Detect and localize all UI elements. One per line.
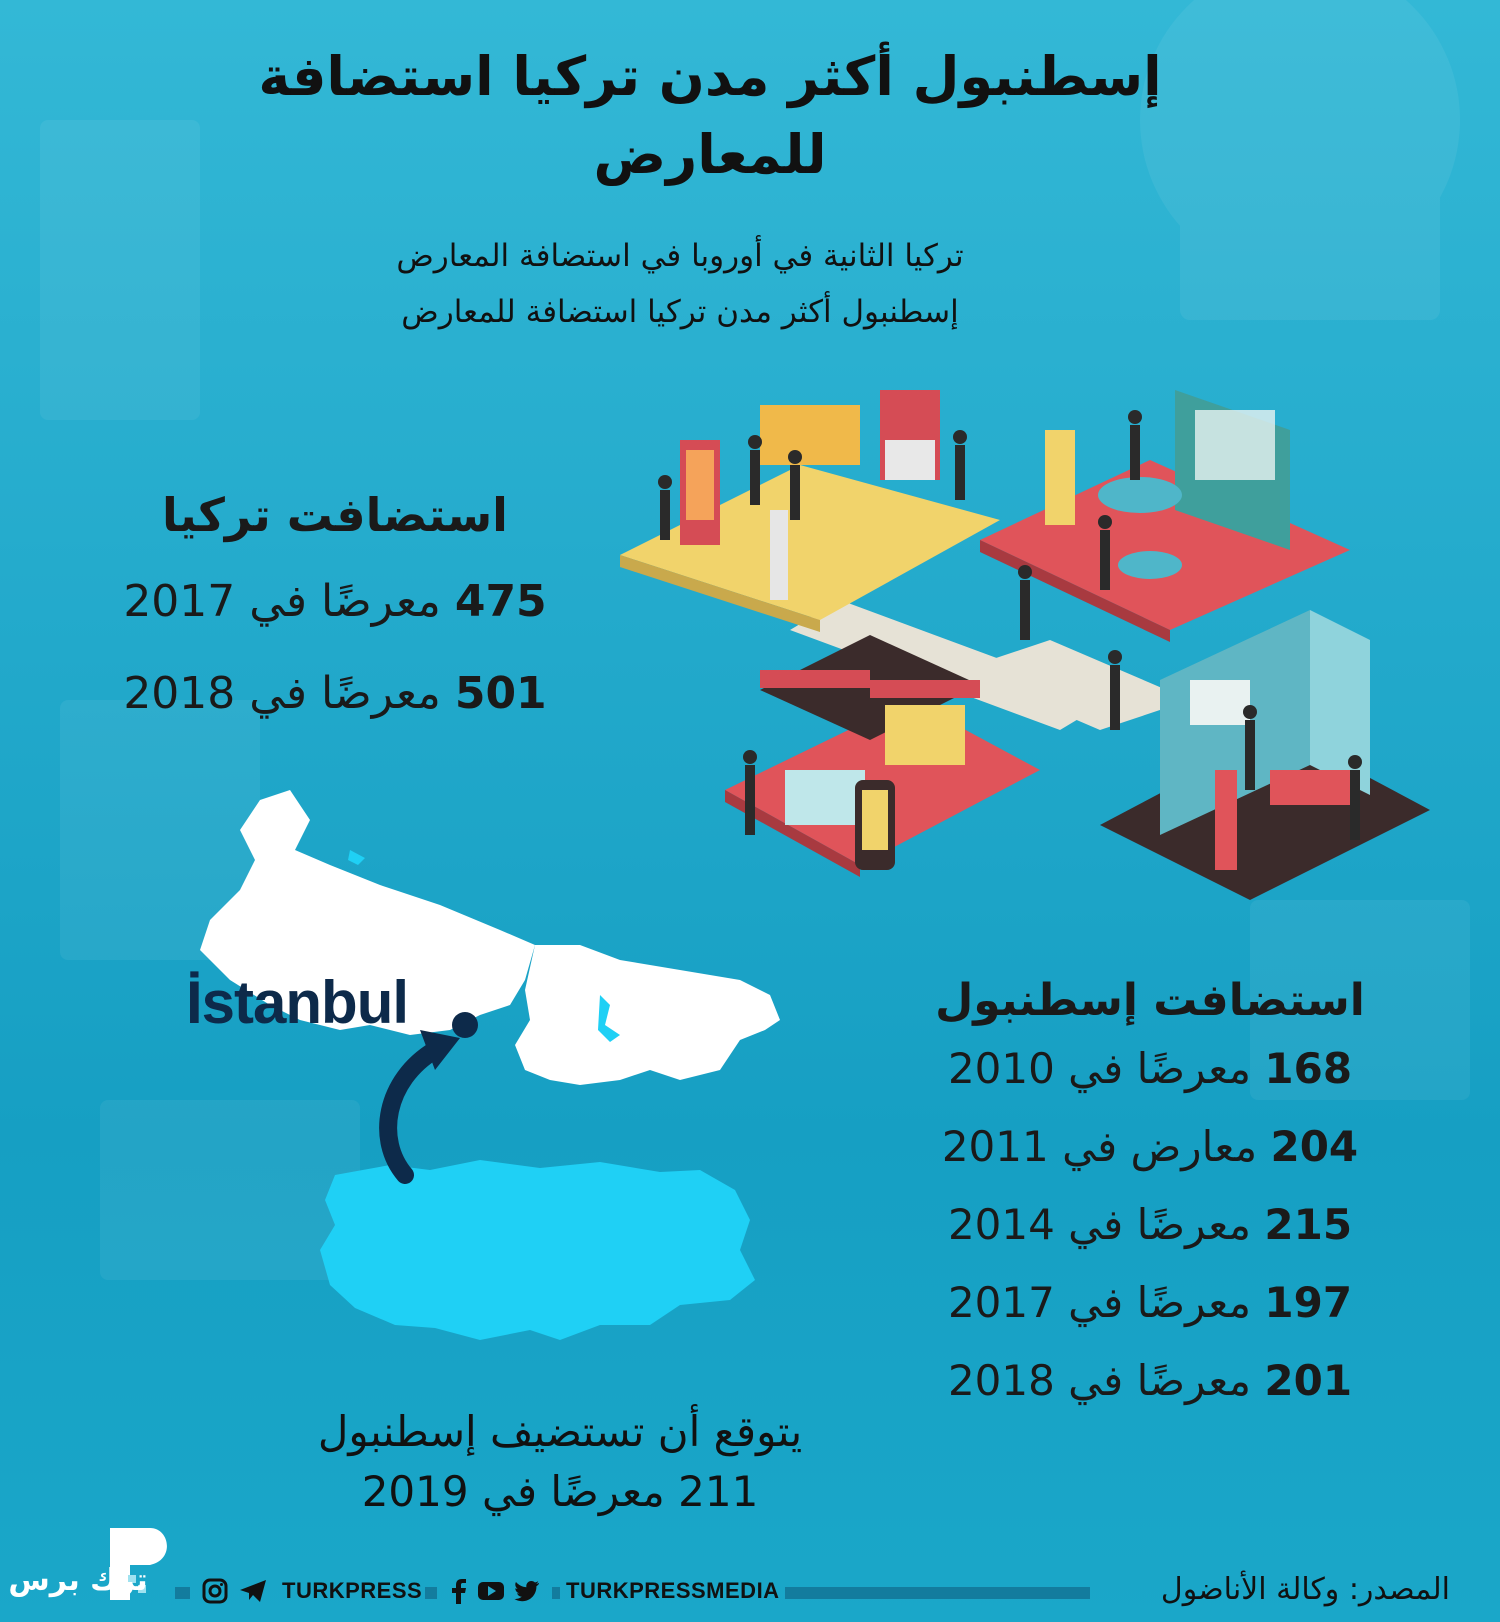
footer xyxy=(0,1562,1500,1622)
footer-divider xyxy=(175,1587,190,1599)
istanbul-location-dot xyxy=(452,1012,478,1038)
stat-count: 168 xyxy=(1264,1044,1353,1093)
istanbul-map-label: İstanbul xyxy=(186,969,409,1036)
turkey-stats xyxy=(70,488,600,740)
istanbul-stat-2018 xyxy=(880,1342,1420,1420)
istanbul-stat-2011 xyxy=(880,1108,1420,1186)
stat-count: 197 xyxy=(1264,1278,1353,1327)
istanbul-stat-2017 xyxy=(880,1264,1420,1342)
prediction-2019 xyxy=(200,1402,920,1522)
stat-text: معرضًا في 2018 xyxy=(123,668,441,719)
footer-divider xyxy=(552,1587,560,1599)
istanbul-turkey-map xyxy=(180,780,820,1400)
stat-text: معرضًا في 2014 xyxy=(947,1200,1252,1249)
page-title: إسطنبول أكثر مدن تركيا استضافة للمعارض xyxy=(258,45,1162,186)
stat-text: معارض في 2011 xyxy=(941,1122,1258,1171)
istanbul-heading: استضافت إسطنبول xyxy=(935,975,1365,1026)
brand-turkpressmedia[interactable]: TURKPRESSMEDIA xyxy=(566,1578,780,1603)
stat-count: 204 xyxy=(1270,1122,1359,1171)
turkey-heading: استضافت تركيا xyxy=(162,488,508,542)
facebook-icon[interactable] xyxy=(444,1576,474,1606)
instagram-icon[interactable] xyxy=(200,1576,230,1606)
logo-text: ترك برس xyxy=(8,1563,148,1598)
stat-count: 501 xyxy=(454,668,547,719)
istanbul-stats xyxy=(880,975,1420,1420)
stat-count: 215 xyxy=(1264,1200,1353,1249)
subtitle-line-2: إسطنبول أكثر مدن تركيا استضافة للمعارض xyxy=(401,294,959,330)
footer-divider xyxy=(785,1587,1090,1599)
youtube-icon[interactable] xyxy=(476,1576,506,1606)
subtitle-line-1: تركيا الثانية في أوروبا في استضافة المعارض xyxy=(396,238,964,274)
footer-divider xyxy=(425,1587,437,1599)
prediction-line-2: 211 معرضًا في 2019 xyxy=(361,1467,759,1516)
twitter-icon[interactable] xyxy=(512,1576,542,1606)
telegram-icon[interactable] xyxy=(238,1576,268,1606)
istanbul-asia-shape xyxy=(515,945,780,1085)
stat-count: 201 xyxy=(1264,1356,1353,1405)
source-credit: المصدر: وكالة الأناضول xyxy=(1160,1572,1450,1607)
istanbul-stat-2014 xyxy=(880,1186,1420,1264)
brand-turkpress[interactable]: TURKPRESS xyxy=(282,1578,423,1603)
arrow-icon xyxy=(388,1050,435,1175)
stat-text: معرضًا في 2010 xyxy=(947,1044,1252,1093)
subtitle xyxy=(260,228,1100,340)
istanbul-stat-2010 xyxy=(880,1030,1420,1108)
turkey-map-shape xyxy=(320,1160,755,1340)
stat-text: معرضًا في 2017 xyxy=(947,1278,1252,1327)
stat-count: 475 xyxy=(454,576,547,627)
turkey-stat-2018 xyxy=(70,648,600,740)
stat-text: معرضًا في 2018 xyxy=(947,1356,1252,1405)
prediction-line-1: يتوقع أن تستضيف إسطنبول xyxy=(317,1407,803,1456)
turkey-stat-2017 xyxy=(70,556,600,648)
stat-text: معرضًا في 2017 xyxy=(123,576,441,627)
